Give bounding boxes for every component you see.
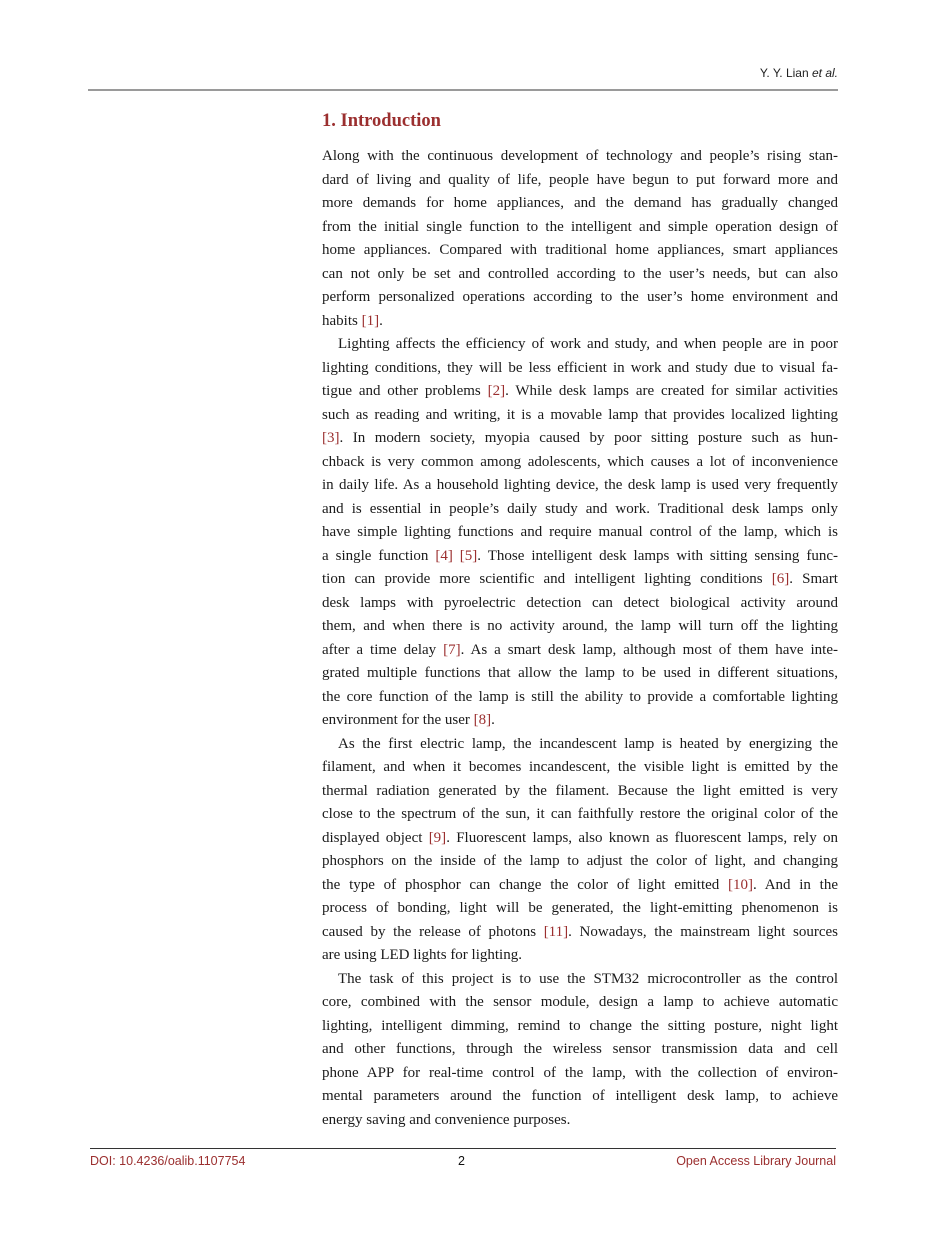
paragraph bbox=[322, 145, 838, 333]
citation-link[interactable]: [3] bbox=[322, 430, 340, 446]
text-line bbox=[322, 662, 838, 686]
text-span: them, and when there is no activity around, the lamp will turn off the lighting bbox=[322, 618, 838, 634]
text-span: and is essential in people’s daily study and work. Traditional desk lamps only bbox=[322, 500, 838, 517]
text-line bbox=[322, 1038, 838, 1062]
text-span: in daily life. As a household lighting device, the desk lamp is used very frequently bbox=[322, 477, 838, 493]
text-line bbox=[322, 310, 838, 334]
text-line bbox=[322, 968, 838, 992]
text-span: Lighting affects the efficiency of work and study, and when people are in poor bbox=[338, 336, 838, 352]
text-span: from the initial single function to the intelligent and simple operation design of bbox=[322, 218, 838, 235]
text-line bbox=[322, 615, 838, 639]
text-span: . Nowadays, the mainstream light sources bbox=[568, 923, 838, 940]
text-span: such as reading and writing, it is a movable lamp that provides localized lighting bbox=[322, 406, 838, 423]
text-line bbox=[322, 451, 838, 475]
text-span: . Fluorescent lamps, also known as fluorescent lamps, rely on bbox=[446, 829, 838, 846]
text-line bbox=[322, 192, 838, 216]
paragraph bbox=[322, 333, 838, 733]
text-line bbox=[322, 498, 838, 522]
text-line bbox=[322, 592, 838, 616]
text-span: phone APP for real-time control of the lamp, with the collection of environ- bbox=[322, 1064, 838, 1081]
text-line bbox=[322, 827, 838, 851]
text-span: core, combined with the sensor module, design a lamp to achieve automatic bbox=[322, 994, 838, 1010]
text-line bbox=[322, 686, 838, 710]
text-span: have simple lighting functions and require manual control of the lamp, which is bbox=[322, 524, 838, 540]
text-line bbox=[322, 709, 838, 733]
text-line bbox=[322, 1085, 838, 1109]
text-line bbox=[322, 944, 838, 968]
text-line bbox=[322, 357, 838, 381]
running-head-authors: Y. Y. Lian bbox=[759, 66, 809, 80]
text-line bbox=[322, 874, 838, 898]
text-span: home appliances. Compared with traditional home appliances, smart appliances bbox=[322, 242, 838, 258]
text-span: . As a smart desk lamp, although most of them have inte- bbox=[460, 641, 838, 658]
citation-link[interactable]: [8] bbox=[473, 712, 492, 728]
text-span: and other functions, through the wireless sensor transmission data and cell bbox=[322, 1041, 838, 1057]
page-number: 2 bbox=[458, 1154, 465, 1168]
paragraph bbox=[322, 968, 838, 1133]
text-span: lighting conditions, they will be less efficient in work and study due to visual fa- bbox=[322, 359, 838, 376]
text-span: the core function of the lamp is still the ability to provide a comfortable lighting bbox=[322, 688, 838, 705]
text-span: habits bbox=[322, 312, 362, 329]
text-line bbox=[322, 733, 838, 757]
footer-doi-link[interactable]: DOI: 10.4236/oalib.1107754 bbox=[90, 1154, 246, 1168]
text-line bbox=[322, 780, 838, 804]
text-line bbox=[322, 897, 838, 921]
section-heading: 1. Introduction bbox=[322, 111, 441, 131]
text-span: . bbox=[491, 712, 495, 728]
text-line bbox=[322, 380, 838, 404]
text-line bbox=[322, 239, 838, 263]
paragraph bbox=[322, 733, 838, 968]
text-span: energy saving and convenience purposes. bbox=[322, 1111, 571, 1128]
text-span: perform personalized operations according to the user’s home environment and bbox=[322, 289, 838, 305]
text-line bbox=[322, 639, 838, 663]
text-line bbox=[322, 169, 838, 193]
citation-link[interactable]: [2] bbox=[487, 383, 506, 399]
footer-rule bbox=[90, 1148, 836, 1149]
text-line bbox=[322, 404, 838, 428]
text-span: can not only be set and controlled according to the user’s needs, but can also bbox=[322, 265, 838, 282]
citation-link[interactable]: [7] bbox=[443, 641, 461, 658]
text-span: desk lamps with pyroelectric detection can detect biological activity around bbox=[322, 594, 838, 611]
text-line bbox=[322, 474, 838, 498]
text-span: As the first electric lamp, the incandescent lamp is heated by energizing the bbox=[338, 735, 838, 752]
citation-link[interactable]: [11] bbox=[543, 923, 569, 940]
text-line bbox=[322, 991, 838, 1015]
citation-link[interactable]: [1] bbox=[361, 312, 380, 329]
text-line bbox=[322, 333, 838, 357]
footer-journal-link[interactable]: Open Access Library Journal bbox=[676, 1154, 836, 1168]
text-line bbox=[322, 1015, 838, 1039]
text-span: . While desk lamps are created for similar activities bbox=[505, 383, 838, 399]
text-span: process of bonding, light will be generated, the light-emitting phenomenon is bbox=[322, 900, 838, 916]
text-span: close to the spectrum of the sun, it can faithfully restore the original color of the bbox=[322, 806, 838, 822]
text-span: . Those intelligent desk lamps with sitting sensing func- bbox=[477, 547, 838, 564]
text-span: . bbox=[379, 312, 383, 329]
text-span: displayed object bbox=[322, 829, 429, 846]
text-span: dard of living and quality of life, people have begun to put forward more and bbox=[322, 171, 838, 188]
text-span: a single function bbox=[322, 547, 436, 564]
text-line bbox=[322, 145, 838, 169]
text-span: more demands for home appliances, and the demand has gradually changed bbox=[322, 195, 838, 211]
text-span: after a time delay bbox=[322, 641, 444, 658]
text-line bbox=[322, 263, 838, 287]
citation-link[interactable]: [4] bbox=[435, 547, 453, 564]
citation-link[interactable]: [6] bbox=[771, 571, 790, 587]
text-span: thermal radiation generated by the filament. Because the light emitted is very bbox=[322, 782, 838, 799]
text-line bbox=[322, 427, 838, 451]
text-line bbox=[322, 1109, 838, 1133]
text-line bbox=[322, 921, 838, 945]
text-span: lighting, intelligent dimming, remind to change the sitting posture, night light bbox=[322, 1017, 838, 1034]
text-line bbox=[322, 756, 838, 780]
citation-link[interactable]: [10] bbox=[728, 876, 754, 893]
text-span: caused by the release of photons bbox=[322, 923, 544, 940]
text-line bbox=[322, 850, 838, 874]
text-span: . Smart bbox=[789, 571, 838, 587]
text-span: tion can provide more scientific and intelligent lighting conditions bbox=[322, 571, 772, 587]
running-head bbox=[760, 66, 838, 80]
text-line bbox=[322, 521, 838, 545]
text-span: tigue and other problems bbox=[322, 383, 488, 399]
header-rule bbox=[88, 89, 838, 91]
text-span bbox=[453, 548, 460, 564]
text-span: phosphors on the inside of the lamp to adjust the color of light, and changing bbox=[322, 853, 838, 869]
text-span: mental parameters around the function of intelligent desk lamp, to achieve bbox=[322, 1088, 838, 1104]
text-span: The task of this project is to use the STM32 microcontroller as the control bbox=[338, 970, 838, 987]
text-line bbox=[322, 545, 838, 569]
text-span: . In modern society, myopia caused by poor sitting posture such as hun- bbox=[339, 430, 838, 446]
text-line bbox=[322, 286, 838, 310]
text-line bbox=[322, 1062, 838, 1086]
running-head-etal: et al. bbox=[811, 66, 838, 80]
text-line bbox=[322, 803, 838, 827]
text-span: filament, and when it becomes incandescent, the visible light is emitted by the bbox=[322, 759, 838, 775]
text-span: environment for the user bbox=[322, 712, 474, 728]
citation-link[interactable]: [5] bbox=[459, 547, 478, 564]
citation-link[interactable]: [9] bbox=[428, 829, 447, 846]
text-line bbox=[322, 216, 838, 240]
text-span: are using LED lights for lighting. bbox=[322, 947, 522, 963]
body-text bbox=[322, 145, 838, 1132]
text-span: grated multiple functions that allow the lamp to be used in different situations, bbox=[322, 665, 838, 681]
text-span: chback is very common among adolescents, which causes a lot of inconvenience bbox=[322, 453, 838, 470]
text-span: Along with the continuous development of technology and people’s rising stan- bbox=[322, 148, 838, 164]
text-line bbox=[322, 568, 838, 592]
text-span: the type of phosphor can change the color of light emitted bbox=[322, 876, 729, 893]
text-span: . And in the bbox=[753, 876, 838, 893]
